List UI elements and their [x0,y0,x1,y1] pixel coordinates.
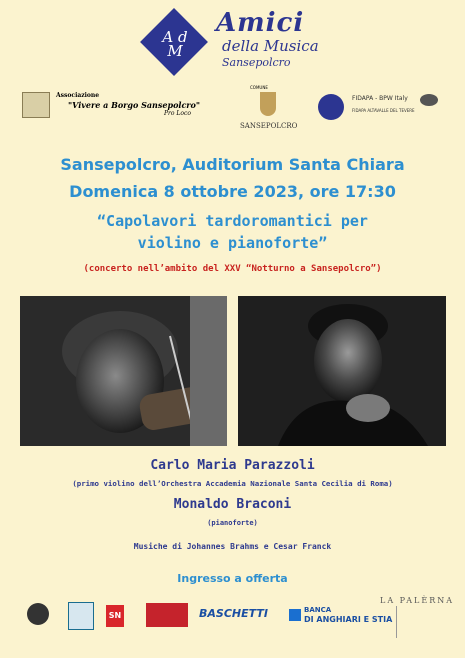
comune-label: COMUNE [250,85,268,90]
association-proloco: Pro Loco [164,110,191,117]
association-label: Associazione [56,92,100,99]
amici-subtitle: della Musica [222,37,319,55]
sponsor-baschetti: BASCHETTI [199,607,268,620]
event-venue: Sansepolcro, Auditorium Santa Chiara [60,155,405,174]
amici-title: Amici [216,8,305,38]
entry-info: Ingresso a offerta [177,572,288,585]
violinist-photo [20,296,227,446]
bank-logo-icon [289,609,301,621]
amici-city: Sansepolcro [222,56,291,69]
event-subtitle: (concerto nell’ambito del XXV “Notturno a Sansepolcro”) [83,264,382,274]
amici-logo-letters: A d M [162,28,188,60]
sponsor-logo-sn: SN [106,605,124,627]
globe-icon [420,94,438,106]
fidapa-logo-icon [318,94,344,120]
event-date: Domenica 8 ottobre 2023, ore 17:30 [69,182,396,201]
fidapa-section: FIDAPA ALTAVALLE DEL TEVERE [352,108,415,113]
comune-name: SANSEPOLCRO [240,122,298,130]
association-name: "Vivere a Borgo Sansepolcro" [68,100,201,110]
performer-role: (pianoforte) [207,519,258,527]
performer-role: (primo violino dell’Orchestra Accademia Nazionale Santa Cecilia di Roma) [72,479,393,488]
pianist-photo [238,296,446,446]
sponsor-palerna-details [396,606,450,638]
sponsor-logo-2-icon [68,602,94,630]
performer-name: Carlo Maria Parazzoli [150,458,315,473]
sponsor-palerna: LA PALÈRNA [380,596,455,605]
fidapa-name: FIDAPA - BPW Italy [352,95,408,102]
event-title-line2: violino e pianoforte” [137,234,328,252]
event-title-line1: “Capolavori tardoromantici per [97,212,368,230]
sponsor-logo-1-icon [27,603,49,625]
bank-name-line2: DI ANGHIARI E STIA [304,615,393,624]
bank-name-line1: BANCA [304,606,332,614]
association-emblem-icon [22,92,50,118]
performer-name: Monaldo Braconi [173,497,292,512]
program-composers: Musiche di Johannes Brahms e Cesar Franck [133,542,332,551]
comune-crest-icon [260,92,276,116]
sponsor-logo-4-icon [146,603,188,627]
